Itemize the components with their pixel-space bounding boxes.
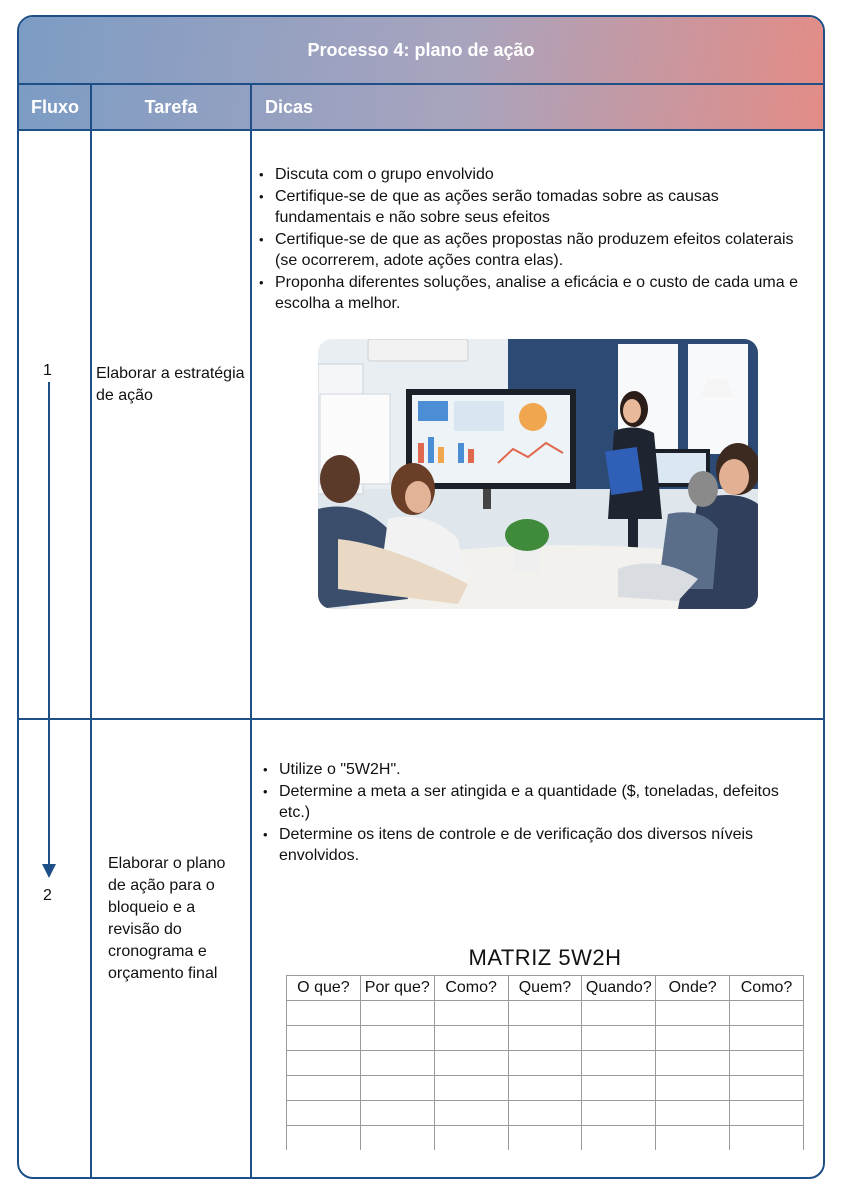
column-divider (90, 83, 92, 1179)
step-number: 1 (43, 362, 52, 379)
matrix-header-cell: O que? (287, 976, 361, 1001)
flow-arrow-icon (39, 382, 61, 882)
tip-item: • Utilize o "5W2H". (261, 759, 806, 781)
matrix-header-cell: Quando? (582, 976, 656, 1001)
step-number: 2 (43, 887, 52, 904)
table-row (287, 1051, 804, 1076)
tip-item: • Determine os itens de controle e de verificação dos diversos níveis envolvidos. (261, 824, 806, 867)
tips-list (261, 759, 806, 867)
column-divider (250, 83, 252, 1179)
tips-list (257, 164, 809, 315)
process-table (17, 15, 825, 1179)
matrix-header-cell: Onde? (656, 976, 730, 1001)
table-header-row (19, 83, 823, 131)
row-divider (19, 718, 823, 720)
table-row (287, 1126, 804, 1151)
tip-item: • Discuta com o grupo envolvido (257, 164, 809, 186)
tip-item: • Certifique-se de que as ações serão tomadas sobre as causas fundamentais e não sobre seus efeitos (257, 186, 809, 229)
header-tips: Dicas (265, 96, 314, 117)
header-task: Tarefa (144, 96, 198, 117)
step-task: Elaborar a estratégia de ação (96, 365, 245, 404)
tip-item: • Determine a meta a ser atingida e a quantidade ($, toneladas, defeitos etc.) (261, 781, 806, 824)
tip-item: • Proponha diferentes soluções, analise a eficácia e o custo de cada uma e escolha a melhor. (257, 272, 809, 315)
table-row (287, 1076, 804, 1101)
matrix-title: MATRIZ 5W2H (468, 945, 622, 970)
table-row (287, 1001, 804, 1026)
tip-item: • Certifique-se de que as ações propostas não produzem efeitos colaterais (se ocorrerem, adote ações contra elas). (257, 229, 809, 272)
matrix-header-cell: Por que? (360, 976, 434, 1001)
page-title: Processo 4: plano de ação (19, 17, 823, 83)
matrix-header-cell: Como? (730, 976, 804, 1001)
matrix-header-cell: Quem? (508, 976, 582, 1001)
table-row (287, 1026, 804, 1051)
matrix-header-cell: Como? (434, 976, 508, 1001)
meeting-photo (318, 339, 758, 609)
table-row (287, 1101, 804, 1126)
matrix-5w2h-table (286, 975, 804, 1150)
header-flow: Fluxo (31, 96, 79, 117)
step-task: Elaborar o plano de ação para o bloqueio e a revisão do cronograma e orçamento final (108, 855, 226, 982)
matrix-header-row (287, 976, 804, 1001)
